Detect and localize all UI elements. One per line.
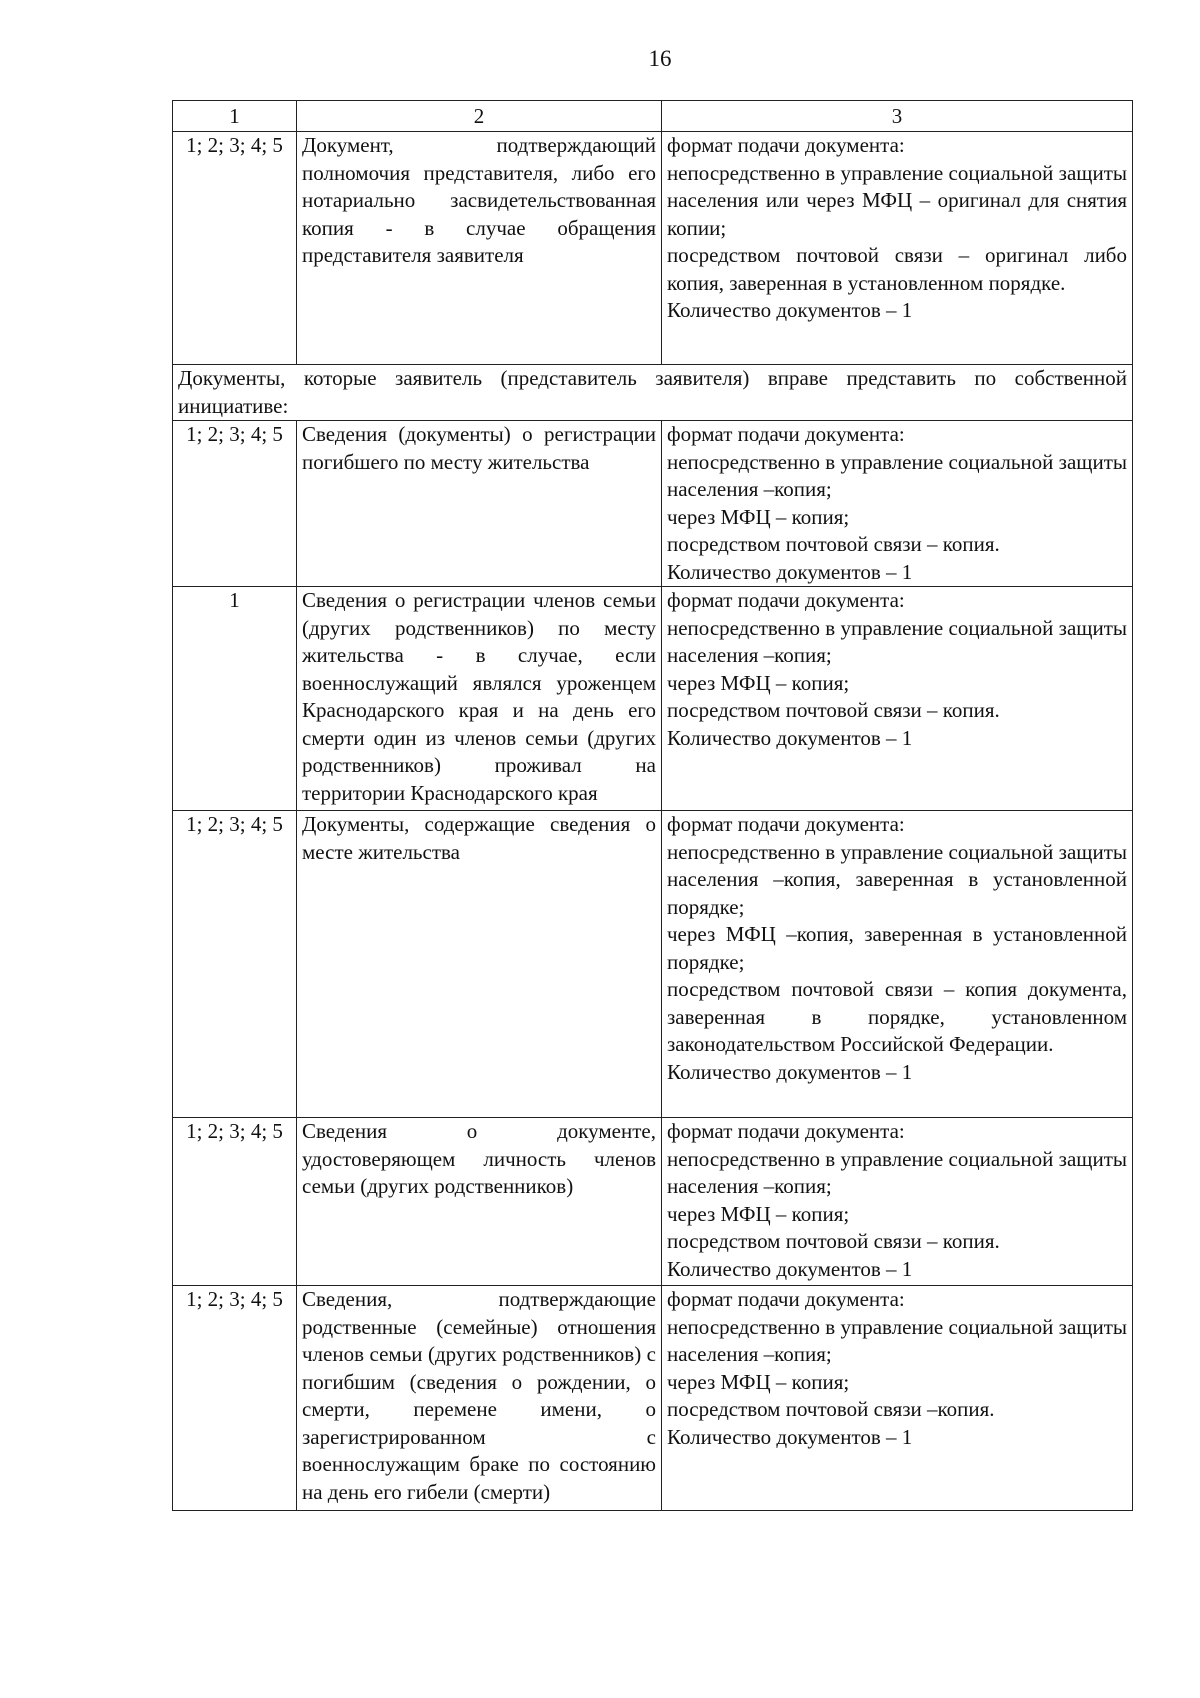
table-row [173, 421, 1133, 587]
row-document-description: Сведения (документы) о регистрации погибшего по месту жительства [297, 421, 662, 587]
format-line: Количество документов – 1 [667, 298, 913, 322]
table-row [173, 1286, 1133, 1511]
row-document-description: Сведения о документе, удостоверяющем личность членов семьи (других родственников) [297, 1118, 662, 1286]
format-line: формат подачи документа: [667, 588, 905, 612]
format-line: Количество документов – 1 [667, 559, 913, 584]
table-row [173, 1118, 1133, 1286]
page-number: 16 [648, 46, 672, 71]
section-title: Документы, которые заявитель (представитель заявителя) вправе представить по собственной инициативе: [173, 365, 1133, 421]
row-submission-format [662, 587, 1133, 811]
format-line: посредством почтовой связи – копия. [667, 698, 1000, 722]
row-submission-format [662, 421, 1133, 587]
table-row [173, 132, 1133, 365]
format-line: формат подачи документа: [667, 812, 905, 836]
row-submission-format [662, 1118, 1133, 1286]
section-row [173, 365, 1133, 421]
format-line: через МФЦ –копия, заверенная в установленной порядке; [667, 922, 1127, 974]
format-line: формат подачи документа: [667, 133, 905, 157]
column-header-3: 3 [662, 101, 1133, 132]
format-line: Количество документов – 1 [667, 1424, 913, 1449]
column-header-2: 2 [297, 101, 662, 132]
format-line: посредством почтовой связи – оригинал либо копия, заверенная в установленном порядке. [667, 243, 1127, 295]
format-line: через МФЦ – копия; [667, 504, 850, 529]
row-document-description: Документ, подтверждающий полномочия представителя, либо его нотариально засвидетельствованная копия - в случае обращения представителя заявителя [297, 132, 662, 365]
row-applicant-categories: 1; 2; 3; 4; 5 [173, 1286, 297, 1511]
row-applicant-categories: 1; 2; 3; 4; 5 [173, 1118, 297, 1286]
format-line: посредством почтовой связи –копия. [667, 1397, 995, 1421]
format-line: посредством почтовой связи – копия документа, заверенная в порядке, установленном законодательством Российской Федерации. [667, 977, 1127, 1056]
format-line: непосредственно в управление социальной защиты населения –копия; [667, 615, 1127, 667]
row-applicant-categories: 1; 2; 3; 4; 5 [173, 811, 297, 1118]
format-line: посредством почтовой связи – копия. [667, 532, 1000, 556]
format-line: формат подачи документа: [667, 422, 905, 446]
row-document-description: Документы, содержащие сведения о месте жительства [297, 811, 662, 1118]
row-document-description: Сведения о регистрации членов семьи (других родственников) по месту жительства - в случае, если военнослужащий являлся уроженцем Краснодарского края и на день его смерти один из членов семьи (других родственников) проживал на территории Краснодарского края [297, 587, 662, 811]
format-line: непосредственно в управление социальной защиты населения –копия; [667, 449, 1127, 501]
format-line: через МФЦ – копия; [667, 670, 850, 695]
row-document-description: Сведения, подтверждающие родственные (семейные) отношения членов семьи (других родственников) с погибшим (сведения о рождении, о смерти, перемене имени, о зарегистрированном с военнослужащим браке по состоянию на день его гибели (смерти) [297, 1286, 662, 1511]
format-line: непосредственно в управление социальной защиты населения –копия; [667, 1314, 1127, 1366]
documents-table [172, 100, 1133, 1511]
table-row [173, 811, 1133, 1118]
format-line: через МФЦ – копия; [667, 1369, 850, 1394]
format-line: Количество документов – 1 [667, 725, 913, 750]
table-header-row [173, 101, 1133, 132]
format-line: непосредственно в управление социальной защиты населения –копия; [667, 1146, 1127, 1198]
row-applicant-categories: 1; 2; 3; 4; 5 [173, 421, 297, 587]
format-line: формат подачи документа: [667, 1287, 905, 1311]
format-line: посредством почтовой связи – копия. [667, 1229, 1000, 1253]
row-applicant-categories: 1 [173, 587, 297, 811]
format-line: формат подачи документа: [667, 1119, 905, 1143]
format-line: через МФЦ – копия; [667, 1201, 850, 1226]
row-applicant-categories: 1; 2; 3; 4; 5 [173, 132, 297, 365]
row-submission-format [662, 132, 1133, 365]
format-line: Количество документов – 1 [667, 1059, 913, 1084]
format-line: непосредственно в управление социальной защиты населения –копия, заверенная в установленной порядке; [667, 839, 1127, 919]
table-row [173, 587, 1133, 811]
row-submission-format [662, 1286, 1133, 1511]
format-line: Количество документов – 1 [667, 1256, 913, 1281]
row-submission-format [662, 811, 1133, 1118]
column-header-1: 1 [173, 101, 297, 132]
format-line: непосредственно в управление социальной защиты населения или через МФЦ – оригинал для снятия копии; [667, 160, 1127, 240]
